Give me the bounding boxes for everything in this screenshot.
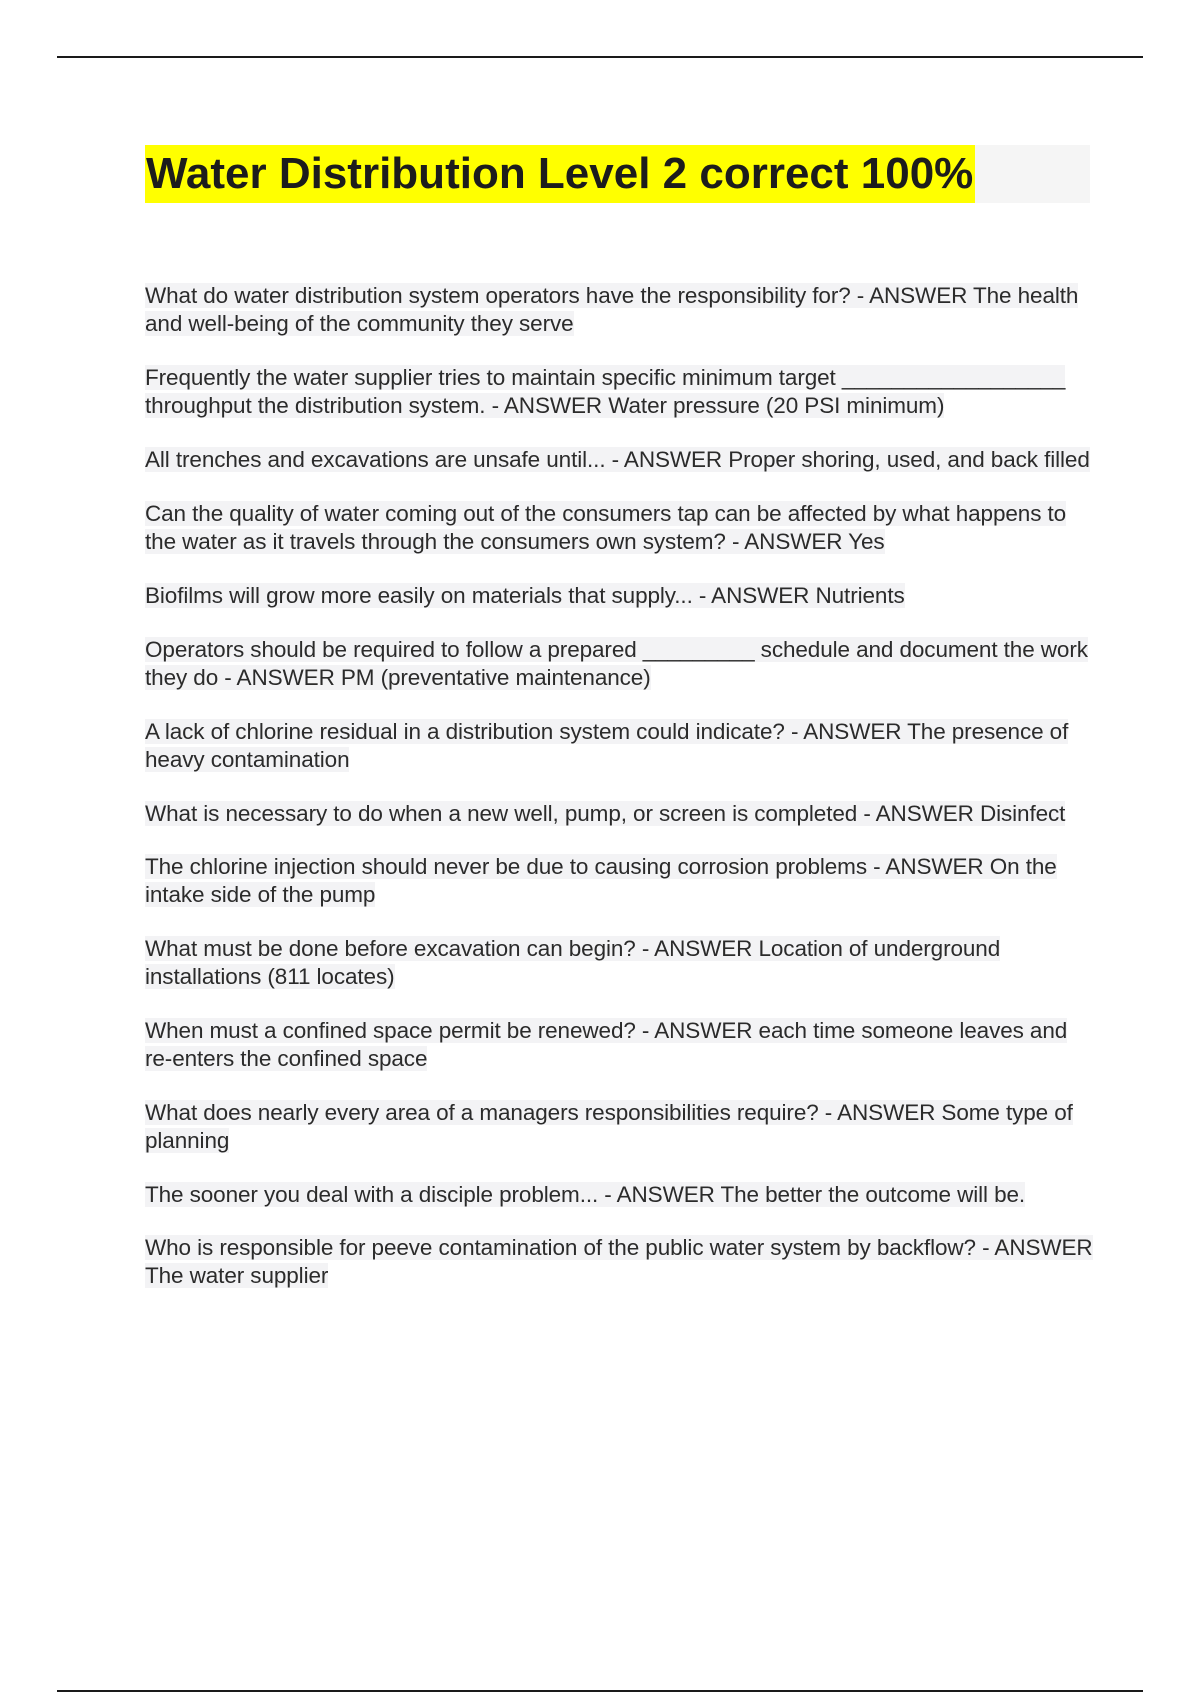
- qa-item: A lack of chlorine residual in a distribution system could indicate? - ANSWER The presence of heavy contamination: [145, 719, 1069, 772]
- qa-item: The sooner you deal with a disciple problem... - ANSWER The better the outcome will be.: [145, 1182, 1026, 1207]
- qa-item: What do water distribution system operators have the responsibility for? - ANSWER The health and well-being of the community they serve: [145, 283, 1079, 336]
- qa-item: When must a confined space permit be renewed? - ANSWER each time someone leaves and re-enters the confined space: [145, 1018, 1068, 1071]
- qa-item: Frequently the water supplier tries to maintain specific minimum target __________________ throughput the distribution system. - ANSWER Water pressure (20 PSI minimum): [145, 365, 1066, 418]
- qa-item: The chlorine injection should never be due to causing corrosion problems - ANSWER On the intake side of the pump: [145, 854, 1057, 907]
- qa-list: [145, 282, 1095, 1316]
- qa-item: Biofilms will grow more easily on materials that supply... - ANSWER Nutrients: [145, 583, 905, 608]
- qa-item: All trenches and excavations are unsafe until... - ANSWER Proper shoring, used, and back filled: [145, 447, 1090, 472]
- qa-item: What must be done before excavation can begin? - ANSWER Location of underground installations (811 locates): [145, 936, 1001, 989]
- footer-rule: [57, 1690, 1143, 1692]
- qa-item: Can the quality of water coming out of the consumers tap can be affected by what happens to the water as it travels through the consumers own system? - ANSWER Yes: [145, 501, 1067, 554]
- qa-item: What does nearly every area of a managers responsibilities require? - ANSWER Some type of planning: [145, 1100, 1073, 1153]
- qa-item: Who is responsible for peeve contamination of the public water system by backflow? - ANSWER The water supplier: [145, 1235, 1093, 1288]
- document-title: Water Distribution Level 2 correct 100%: [145, 145, 975, 203]
- qa-item: What is necessary to do when a new well, pump, or screen is completed - ANSWER Disinfect: [145, 801, 1066, 826]
- header-rule: [57, 56, 1143, 58]
- qa-item: Operators should be required to follow a prepared _________ schedule and document the work they do - ANSWER PM (preventative maintenance): [145, 637, 1088, 690]
- title-block: [145, 145, 1090, 203]
